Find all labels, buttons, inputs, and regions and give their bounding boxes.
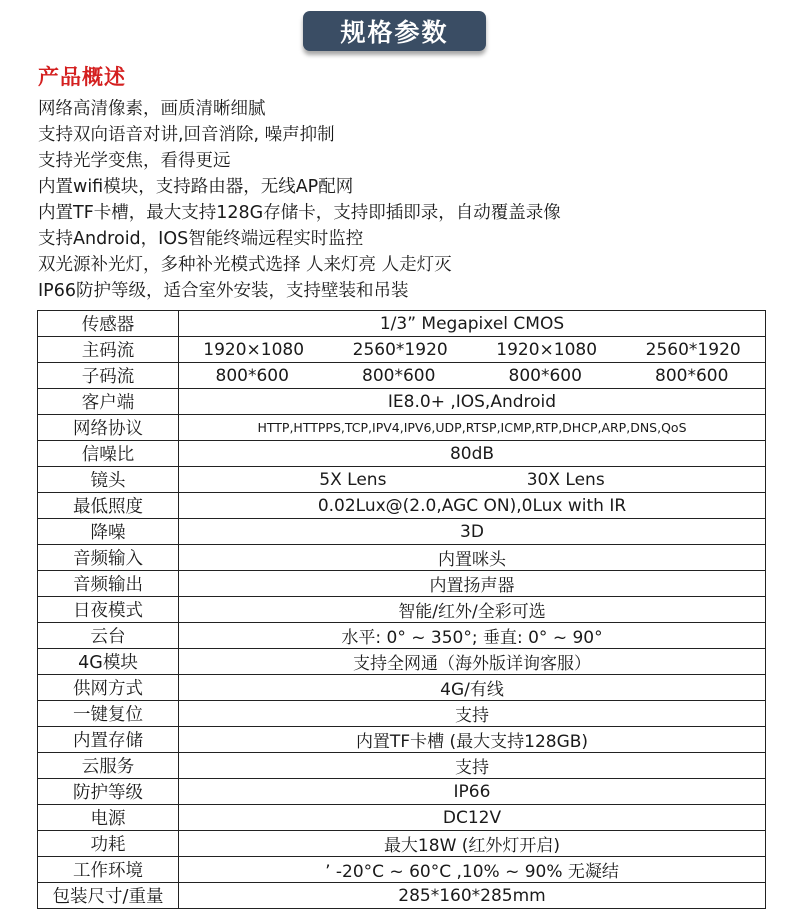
spec-row: [38, 337, 766, 363]
spec-value: IE8.0+ ,IOS,Android: [179, 389, 766, 415]
spec-value-item: 1920×1080: [496, 339, 598, 360]
spec-value-item: 800*600: [215, 365, 289, 386]
spec-value: 水平: 0° ~ 350°; 垂直: 0° ~ 90°: [179, 623, 766, 649]
spec-value: 支持: [179, 701, 766, 727]
spec-value: 0.02Lux@(2.0,AGC ON),0Lux with IR: [179, 493, 766, 519]
spec-row: [38, 363, 766, 389]
spec-value: 智能/红外/全彩可选: [179, 597, 766, 623]
spec-label: 4G模块: [38, 649, 179, 675]
spec-value: 支持全网通（海外版详询客服）: [179, 649, 766, 675]
spec-value-item: 30X Lens: [526, 469, 605, 490]
spec-row: [38, 883, 766, 909]
spec-row: [38, 805, 766, 831]
feature-item: 支持光学变焦，看得更远: [38, 151, 231, 171]
spec-row: [38, 519, 766, 545]
spec-label: 一键复位: [38, 701, 179, 727]
spec-value-item: 2560*1920: [645, 339, 741, 360]
overview-title: 产品概述: [38, 65, 126, 89]
spec-value: 3D: [179, 519, 766, 545]
spec-value-item: 1920×1080: [203, 339, 305, 360]
spec-row: [38, 493, 766, 519]
spec-row: [38, 831, 766, 857]
spec-row: [38, 571, 766, 597]
spec-label: 降噪: [38, 519, 179, 545]
spec-value: 最大18W (红外灯开启): [179, 831, 766, 857]
spec-value: 1/3” Megapixel CMOS: [179, 311, 766, 337]
spec-row: [38, 311, 766, 337]
spec-value: 4G/有线: [179, 675, 766, 701]
spec-value: 内置咪头: [179, 545, 766, 571]
spec-row: [38, 597, 766, 623]
spec-value: [179, 337, 766, 363]
feature-item: 支持双向语音对讲,回音消除, 噪声抑制: [38, 125, 335, 145]
spec-banner: 规格参数: [303, 11, 486, 51]
spec-label: 镜头: [38, 467, 179, 493]
spec-value: 内置扬声器: [179, 571, 766, 597]
spec-label: 包装尺寸/重量: [38, 883, 179, 909]
spec-row: [38, 467, 766, 493]
spec-value: [179, 363, 766, 389]
spec-label: 供网方式: [38, 675, 179, 701]
spec-value: HTTP,HTTPPS,TCP,IPV4,IPV6,UDP,RTSP,ICMP,RTP,DHCP,ARP,DNS,QoS: [179, 415, 766, 441]
spec-label: 主码流: [38, 337, 179, 363]
spec-value: 支持: [179, 753, 766, 779]
spec-label: 最低照度: [38, 493, 179, 519]
spec-value-item: 800*600: [508, 365, 582, 386]
spec-value: [179, 467, 766, 493]
spec-label: 信噪比: [38, 441, 179, 467]
feature-item: 网络高清像素，画质清晰细腻: [38, 99, 266, 119]
spec-row: [38, 545, 766, 571]
spec-label: 防护等级: [38, 779, 179, 805]
spec-value: 285*160*285mm: [179, 883, 766, 909]
spec-label: 子码流: [38, 363, 179, 389]
spec-label: 日夜模式: [38, 597, 179, 623]
spec-row: [38, 415, 766, 441]
spec-value-item: 800*600: [655, 365, 729, 386]
spec-value: ’ -20°C ~ 60°C ,10% ~ 90% 无凝结: [179, 857, 766, 883]
spec-row: [38, 649, 766, 675]
spec-value: DC12V: [179, 805, 766, 831]
spec-label: 云台: [38, 623, 179, 649]
feature-item: 双光源补光灯，多种补光模式选择 人来灯亮 人走灯灭: [38, 255, 452, 275]
spec-row: [38, 753, 766, 779]
spec-label: 工作环境: [38, 857, 179, 883]
spec-value-item: 800*600: [362, 365, 436, 386]
spec-label: 内置存储: [38, 727, 179, 753]
spec-row: [38, 389, 766, 415]
spec-row: [38, 623, 766, 649]
feature-item: 内置wifi模块，支持路由器，无线AP配网: [38, 177, 354, 197]
feature-item: IP66防护等级，适合室外安装，支持壁装和吊装: [38, 281, 409, 301]
spec-label: 云服务: [38, 753, 179, 779]
spec-label: 传感器: [38, 311, 179, 337]
spec-value: IP66: [179, 779, 766, 805]
feature-list: [38, 96, 561, 304]
spec-label: 客户端: [38, 389, 179, 415]
spec-value: 内置TF卡槽 (最大支持128GB): [179, 727, 766, 753]
spec-row: [38, 701, 766, 727]
spec-row: [38, 779, 766, 805]
spec-table: [37, 310, 766, 909]
feature-item: 支持Android，IOS智能终端远程实时监控: [38, 229, 364, 249]
spec-value-item: 5X Lens: [319, 469, 387, 490]
spec-value: 80dB: [179, 441, 766, 467]
feature-item: 内置TF卡槽，最大支持128G存储卡，支持即插即录，自动覆盖录像: [38, 203, 561, 223]
spec-row: [38, 441, 766, 467]
spec-row: [38, 857, 766, 883]
spec-label: 功耗: [38, 831, 179, 857]
spec-row: [38, 727, 766, 753]
spec-label: 电源: [38, 805, 179, 831]
spec-value-item: 2560*1920: [352, 339, 448, 360]
spec-label: 网络协议: [38, 415, 179, 441]
spec-label: 音频输入: [38, 545, 179, 571]
spec-label: 音频输出: [38, 571, 179, 597]
spec-row: [38, 675, 766, 701]
